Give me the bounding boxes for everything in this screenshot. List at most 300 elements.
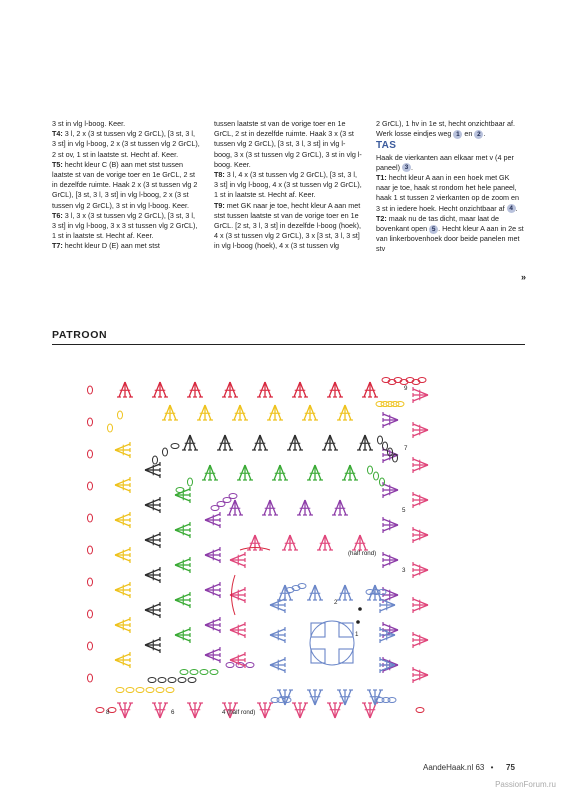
stitch-cluster: [117, 382, 133, 397]
treble-stitch: [413, 634, 428, 640]
stitch-cluster: [380, 657, 395, 673]
treble-stitch: [115, 485, 130, 491]
photo-step-badge: 3: [402, 163, 411, 172]
treble-stitch: [225, 435, 231, 450]
treble-stitch: [195, 703, 201, 718]
treble-stitch: [383, 420, 398, 426]
chain-stitch: [148, 678, 156, 683]
treble-stitch: [254, 435, 260, 450]
treble-stitch: [145, 499, 160, 505]
start-marker: [356, 620, 360, 624]
stitch-cluster: [357, 435, 373, 450]
instruction-text: 3 l, 2 x (3 st tussen vlg 2 GrCL), [3 st, 3 l, 3 st] in vlg l-boog, 2 x (3 st tussen vlg 2 GrCL), 2 st ov, 1 st in laatste st. Hecht af. Keer.: [52, 129, 200, 159]
instruction-text: tussen laatste st van de vorige toer en 1e GrCL, 2 st in dezelfde ruimte. Haak 3 x (3 st tussen vlg 2 GrCL), [3 st, 3 l, 3 st] in vlg l-boog, 3 x (3 st tussen vlg 2 GrCL), 3 st in vlg l-boog. Keer.: [214, 119, 362, 169]
stitch-cluster: [145, 532, 160, 548]
tas-paragraph: [376, 214, 524, 255]
treble-stitch: [275, 405, 281, 420]
photo-step-badge: 2: [474, 130, 483, 139]
treble-stitch: [175, 600, 190, 606]
treble-stitch: [413, 535, 428, 541]
crochet-pattern-diagram: [80, 360, 450, 720]
treble-stitch: [319, 535, 325, 550]
treble-stitch: [175, 524, 190, 530]
stitch-cluster: [413, 387, 428, 403]
instruction-text: met GK naar je toe, hecht kleur A aan met stst tussen laatste st van de vorige toer en 1e GrCL. [2 st, 3 l, 3 st] in dezelfde l-boog (hoek), 4 x (3 st tussen vlg 2 GrCL), 3 x [3 st, 3 l, 3 st] in vlg l-boog (hoek), 4 x (3 st tussen vlg: [214, 200, 362, 251]
instruction-tail: .: [410, 162, 413, 172]
treble-stitch: [205, 655, 220, 661]
treble-stitch: [413, 465, 428, 471]
treble-stitch: [339, 405, 345, 420]
treble-stitch: [175, 559, 190, 565]
stitch-cluster: [337, 405, 353, 420]
instruction-text: 3 l, 4 x (3 st tussen vlg 2 GrCL), [3 st, 3 l, 3 st] in vlg l-boog, 4 x (3 st tussen vlg 2 GrCL), 1 st in laatste st. Hecht af. Keer.: [214, 170, 362, 200]
treble-stitch: [290, 535, 296, 550]
chain-stitch: [378, 436, 383, 444]
stitch-cluster: [267, 405, 283, 420]
chain-stitch: [210, 670, 218, 675]
treble-stitch: [413, 564, 428, 570]
treble-stitch: [335, 703, 341, 718]
treble-stitch: [360, 535, 366, 550]
treble-stitch: [259, 382, 265, 397]
treble-stitch: [230, 624, 245, 630]
stitch-cluster: [237, 465, 253, 480]
treble-stitch: [115, 514, 130, 520]
stitch-cluster: [145, 497, 160, 513]
treble-stitch: [413, 529, 428, 535]
stitch-cluster: [327, 703, 343, 718]
stitch-cluster: [307, 585, 323, 600]
chain-stitch: [171, 444, 179, 449]
treble-stitch: [344, 465, 350, 480]
half-rond-label-bottom: 4 (half rond): [222, 709, 256, 716]
stitch-cluster: [307, 690, 323, 705]
treble-stitch: [205, 520, 220, 526]
photo-step-badge: 5: [429, 225, 438, 234]
stitch-cluster: [232, 405, 248, 420]
stitch-cluster: [230, 652, 245, 668]
treble-stitch: [330, 435, 336, 450]
chain-stitch: [88, 386, 93, 394]
instruction-paragraph: [52, 119, 200, 129]
treble-stitch: [380, 665, 395, 671]
watermark: PassionForum.ru: [495, 780, 556, 789]
treble-stitch: [145, 639, 160, 645]
treble-stitch: [175, 530, 190, 536]
chain-stitch: [178, 678, 186, 683]
stitch-cluster: [342, 465, 358, 480]
treble-stitch: [413, 570, 428, 576]
instruction-text: .: [483, 129, 486, 139]
instructions-col-2: [214, 119, 362, 252]
treble-stitch: [145, 534, 160, 540]
stitch-cluster: [115, 652, 130, 668]
chain-stitch: [88, 578, 93, 586]
treble-stitch: [383, 490, 398, 496]
treble-stitch: [205, 405, 211, 420]
treble-stitch: [339, 585, 345, 600]
chain-stitch: [378, 590, 386, 595]
chain-stitch: [168, 678, 176, 683]
round-label-7: 7: [404, 445, 408, 452]
stitch-cluster: [217, 435, 233, 450]
treble-stitch: [289, 435, 295, 450]
stitch-cluster: [282, 535, 298, 550]
treble-stitch: [383, 595, 398, 601]
tas-instructions: [376, 153, 524, 255]
stitch-cluster: [413, 457, 428, 473]
chain-stitch: [136, 688, 144, 693]
chain-stitch: [118, 411, 123, 419]
stitch-cluster: [257, 382, 273, 397]
stitch-cluster: [162, 405, 178, 420]
stitch-cluster: [197, 405, 213, 420]
chain-stitch: [226, 663, 234, 668]
stitch-cluster: [413, 527, 428, 543]
treble-stitch: [145, 569, 160, 575]
treble-stitch: [119, 382, 125, 397]
treble-stitch: [279, 585, 285, 600]
treble-stitch: [230, 560, 245, 566]
treble-stitch: [269, 405, 275, 420]
stitch-cluster: [152, 382, 168, 397]
treble-stitch: [329, 703, 335, 718]
stitch-cluster: [272, 465, 288, 480]
treble-stitch: [260, 435, 266, 450]
treble-stitch: [413, 669, 428, 675]
stitch-cluster: [292, 382, 308, 397]
stitch-cluster: [413, 562, 428, 578]
treble-stitch: [334, 500, 340, 515]
treble-stitch: [413, 605, 428, 611]
treble-stitch: [270, 605, 285, 611]
chain-stitch: [229, 494, 237, 499]
stitch-cluster: [115, 512, 130, 528]
chain-stitch: [374, 472, 379, 480]
treble-stitch: [145, 610, 160, 616]
treble-stitch: [115, 590, 130, 596]
chain-stitch: [88, 546, 93, 554]
footer-magazine-title: AandeHaak.nl 63: [423, 763, 485, 772]
treble-stitch: [184, 435, 190, 450]
chain-stitch: [190, 670, 198, 675]
stitch-cluster: [322, 435, 338, 450]
treble-stitch: [413, 389, 428, 395]
chain-stitch: [188, 478, 193, 486]
treble-stitch: [230, 630, 245, 636]
treble-stitch: [270, 500, 276, 515]
tas-paragraph: [376, 173, 524, 214]
stitch-cluster: [307, 465, 323, 480]
instruction-paragraph: [214, 170, 362, 201]
chain-stitch: [153, 456, 158, 464]
chain-stitch: [88, 642, 93, 650]
treble-stitch: [115, 654, 130, 660]
treble-stitch: [115, 555, 130, 561]
treble-stitch: [413, 459, 428, 465]
treble-stitch: [305, 500, 311, 515]
treble-stitch: [160, 382, 166, 397]
footer-bullet: •: [490, 763, 494, 772]
treble-stitch: [380, 659, 395, 665]
treble-stitch: [270, 665, 285, 671]
instructions-col-3: [376, 119, 524, 255]
corner-stitch-group: [339, 623, 353, 637]
treble-stitch: [145, 505, 160, 511]
stitch-cluster: [205, 512, 220, 528]
stitch-cluster: [175, 592, 190, 608]
chain-stitch: [166, 688, 174, 693]
stitch-cluster: [145, 637, 160, 653]
treble-stitch: [310, 405, 316, 420]
treble-stitch: [284, 535, 290, 550]
stitch-cluster: [252, 435, 268, 450]
round-label-6: 6: [171, 709, 175, 716]
corner-stitch-group: [339, 649, 353, 663]
treble-stitch: [274, 465, 280, 480]
start-marker: [358, 607, 362, 611]
treble-stitch: [364, 703, 370, 718]
treble-stitch: [380, 605, 395, 611]
page-number: 75: [506, 763, 515, 772]
chain-stitch: [126, 688, 134, 693]
treble-stitch: [160, 703, 166, 718]
treble-stitch: [309, 690, 315, 705]
round-label: T8:: [214, 170, 225, 180]
instruction-tail: . Hecht kleur A aan in 2e st van linkerbovenhoek door beide panelen met stv: [376, 224, 524, 254]
treble-stitch: [359, 435, 365, 450]
stitch-cluster: [383, 552, 398, 568]
chain-stitch: [88, 450, 93, 458]
treble-stitch: [345, 690, 351, 705]
treble-stitch: [270, 635, 285, 641]
stitch-cluster: [413, 422, 428, 438]
chain-stitch: [368, 466, 373, 474]
stitch-cluster: [205, 582, 220, 598]
stitch-cluster: [115, 442, 130, 458]
treble-stitch: [413, 500, 428, 506]
treble-stitch: [205, 625, 220, 631]
treble-stitch: [230, 595, 245, 601]
treble-stitch: [325, 535, 331, 550]
instruction-text: maak nu de tas dicht, maar laat de bovenkant open: [376, 213, 500, 234]
stitch-cluster: [175, 627, 190, 643]
chain-stitch: [88, 674, 93, 682]
round-label: T1:: [376, 173, 387, 183]
treble-stitch: [270, 659, 285, 665]
stitch-cluster: [362, 703, 378, 718]
stitch-cluster: [145, 602, 160, 618]
continue-arrow: »: [521, 272, 527, 282]
treble-stitch: [354, 535, 360, 550]
treble-stitch: [294, 382, 300, 397]
treble-stitch: [304, 405, 310, 420]
treble-stitch: [205, 590, 220, 596]
treble-stitch: [175, 629, 190, 635]
section-divider: [52, 344, 525, 345]
stitch-cluster: [352, 535, 368, 550]
treble-stitch: [234, 405, 240, 420]
treble-stitch: [280, 465, 286, 480]
treble-stitch: [294, 703, 300, 718]
treble-stitch: [383, 554, 398, 560]
treble-stitch: [265, 703, 271, 718]
treble-stitch: [245, 465, 251, 480]
treble-stitch: [383, 659, 398, 665]
treble-stitch: [265, 382, 271, 397]
stitch-cluster: [413, 597, 428, 613]
instruction-paragraph: [52, 241, 200, 251]
chain-stitch: [96, 708, 104, 713]
chain-stitch: [116, 688, 124, 693]
treble-stitch: [190, 435, 196, 450]
treble-stitch: [315, 465, 321, 480]
stitch-cluster: [270, 627, 285, 643]
stitch-cluster: [383, 482, 398, 498]
chain-stitch: [108, 424, 113, 432]
crochet-chart-svg: [80, 360, 450, 720]
treble-stitch: [175, 565, 190, 571]
stitch-cluster: [175, 557, 190, 573]
chain-stitch: [383, 442, 388, 450]
stitch-cluster: [383, 412, 398, 428]
treble-stitch: [413, 494, 428, 500]
treble-stitch: [230, 554, 245, 560]
stitch-cluster: [187, 382, 203, 397]
treble-stitch: [315, 690, 321, 705]
treble-stitch: [345, 405, 351, 420]
treble-stitch: [383, 665, 398, 671]
stitch-cluster: [145, 567, 160, 583]
treble-stitch: [115, 660, 130, 666]
treble-stitch: [239, 465, 245, 480]
treble-stitch: [125, 382, 131, 397]
instruction-paragraph: [214, 119, 362, 170]
round-label-1: 1: [355, 631, 359, 638]
stitch-cluster: [117, 703, 133, 718]
stitch-cluster: [257, 703, 273, 718]
treble-stitch: [370, 703, 376, 718]
photo-step-badge: 4: [507, 204, 516, 213]
instruction-text: hecht kleur C (B) aan met stst tussen laatste st van de vorige toer en 1e GrCL, 2 st in dezelfde ruimte. Haak 2 x (3 st tussen vlg 2 GrCL), [3 st, 3 l, 3 st] in vlg l-boog, 2 x (3 st tussen vlg 2 GrCL), 3 st in vlg l-boog. Keer.: [52, 159, 198, 210]
chain-stitch: [396, 402, 404, 407]
stitch-cluster: [115, 477, 130, 493]
treble-stitch: [413, 395, 428, 401]
chain-stitch: [188, 678, 196, 683]
chain-stitch: [180, 670, 188, 675]
treble-stitch: [309, 585, 315, 600]
stitch-cluster: [222, 382, 238, 397]
round-label: T4:: [52, 129, 63, 139]
stitch-cluster: [182, 435, 198, 450]
treble-stitch: [383, 519, 398, 525]
treble-stitch: [115, 549, 130, 555]
treble-stitch: [125, 703, 131, 718]
chain-stitch: [380, 478, 385, 486]
treble-stitch: [230, 589, 245, 595]
treble-stitch: [189, 382, 195, 397]
treble-stitch: [205, 584, 220, 590]
treble-stitch: [154, 382, 160, 397]
stitch-cluster: [413, 632, 428, 648]
stitch-cluster: [230, 622, 245, 638]
stitch-cluster: [413, 492, 428, 508]
chain-stitch: [88, 482, 93, 490]
treble-stitch: [264, 500, 270, 515]
instruction-text: Haak de vierkanten aan elkaar met v (4 per paneel): [376, 152, 514, 172]
round-label-8: 8: [106, 709, 110, 716]
treble-stitch: [380, 635, 395, 641]
treble-stitch: [413, 640, 428, 646]
treble-stitch: [115, 450, 130, 456]
treble-stitch: [309, 465, 315, 480]
stitch-cluster: [205, 647, 220, 663]
chain-stitch: [388, 698, 396, 703]
stitch-cluster: [205, 547, 220, 563]
section-title-patroon: PATROON: [52, 329, 108, 341]
stitch-cluster: [115, 617, 130, 633]
treble-stitch: [119, 703, 125, 718]
treble-stitch: [413, 599, 428, 605]
treble-stitch: [175, 495, 190, 501]
treble-stitch: [145, 575, 160, 581]
treble-stitch: [300, 382, 306, 397]
instruction-paragraph: [52, 211, 200, 242]
treble-stitch: [413, 430, 428, 436]
stitch-cluster: [152, 703, 168, 718]
treble-stitch: [383, 624, 398, 630]
treble-stitch: [154, 703, 160, 718]
treble-stitch: [413, 675, 428, 681]
stitch-cluster: [383, 447, 398, 463]
treble-stitch: [115, 444, 130, 450]
stitch-cluster: [262, 500, 278, 515]
treble-stitch: [175, 594, 190, 600]
treble-stitch: [170, 405, 176, 420]
footer-magazine: [423, 763, 493, 772]
treble-stitch: [300, 703, 306, 718]
treble-stitch: [199, 405, 205, 420]
treble-stitch: [315, 585, 321, 600]
instruction-text: 3 l, 3 x (3 st tussen vlg 2 GrCL), [3 st, 3 l, 3 st] in vlg l-boog, 3 x 3 st tussen vlg 2 GrCL), 1 st in laatste st. Hecht af. Keer.: [52, 210, 198, 241]
treble-stitch: [340, 500, 346, 515]
treble-stitch: [383, 414, 398, 420]
tas-paragraph: [376, 153, 524, 173]
stitch-cluster: [297, 500, 313, 515]
stitch-cluster: [205, 617, 220, 633]
instructions-col-3-intro: [376, 119, 524, 139]
treble-stitch: [224, 382, 230, 397]
tas-heading: TAS: [376, 140, 397, 152]
treble-stitch: [145, 470, 160, 476]
treble-stitch: [205, 649, 220, 655]
treble-stitch: [270, 629, 285, 635]
stitch-cluster: [270, 657, 285, 673]
treble-stitch: [195, 382, 201, 397]
treble-stitch: [145, 604, 160, 610]
treble-stitch: [164, 405, 170, 420]
treble-stitch: [235, 500, 241, 515]
chain-stitch: [246, 663, 254, 668]
stitch-cluster: [175, 522, 190, 538]
treble-stitch: [115, 625, 130, 631]
treble-stitch: [230, 654, 245, 660]
treble-stitch: [364, 382, 370, 397]
treble-stitch: [335, 382, 341, 397]
round-label: T2:: [376, 213, 387, 223]
round-label-2: 2: [334, 599, 338, 606]
treble-stitch: [230, 382, 236, 397]
